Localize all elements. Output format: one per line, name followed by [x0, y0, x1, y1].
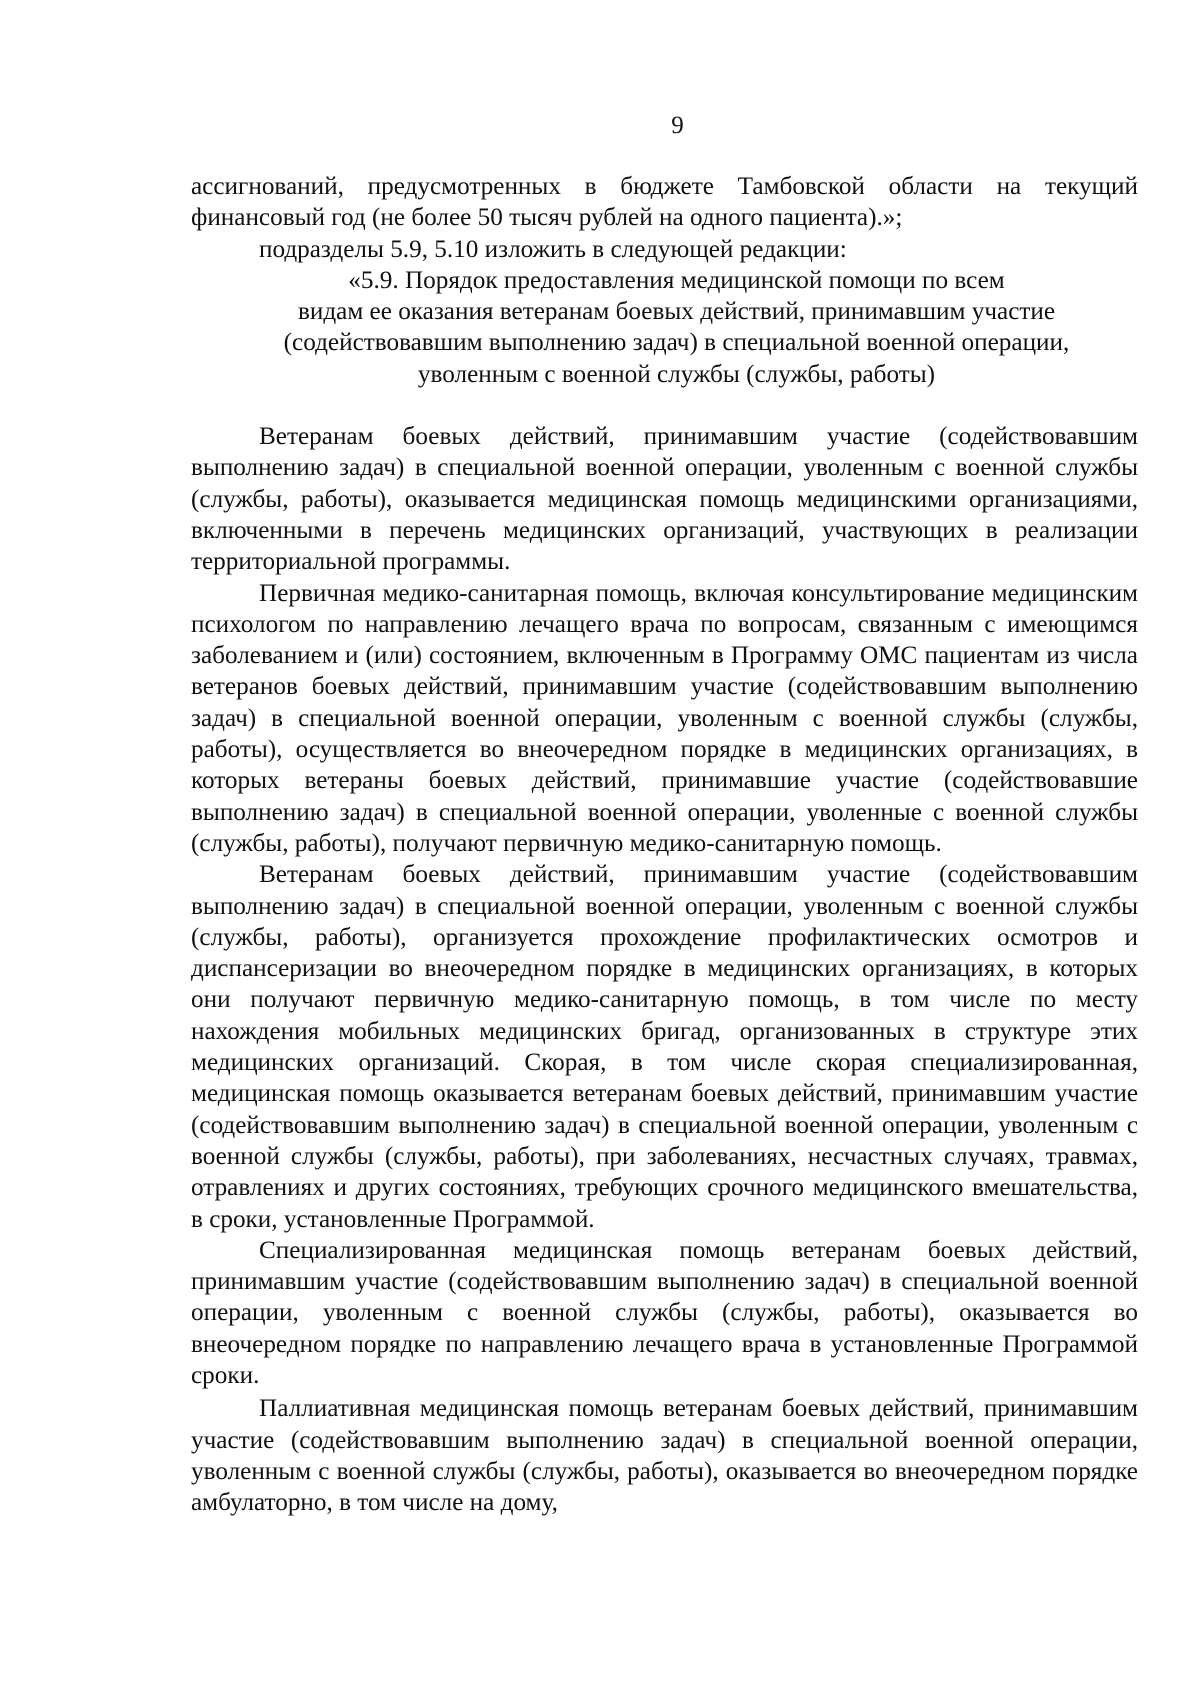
document-body [191, 171, 1138, 1518]
body-paragraph: Ветеранам боевых действий, принимавшим участие (содействовавшим выполнению задач) в специальной военной операции, уволенным с военной службы (службы, работы), оказывается медицинская помощь медицинскими организациями, включенными в перечень медицинских организаций, участвующих в реализации территориальной программы. [191, 423, 1138, 576]
body-paragraph: Паллиативная медицинская помощь ветеранам боевых действий, принимавшим участие (содействовавшим выполнению задач) в специальной военной операции, уволенным с военной службы (службы, работы), оказывается во внеочередном порядке амбулаторно, в том числе на дому, [191, 1395, 1138, 1517]
instruction-paragraph: подразделы 5.9, 5.10 изложить в следующей редакции: [259, 235, 847, 263]
page-number: 9 [671, 112, 684, 139]
continuation-paragraph: ассигнований, предусмотренных в бюджете Тамбовской области на текущий финансовый год (не более 50 тысяч рублей на одного пациента).»; [191, 173, 1138, 232]
section-title [191, 265, 1138, 390]
body-paragraph: Ветеранам боевых действий, принимавшим участие (содействовавшим выполнению задач) в специальной военной операции, уволенным с военной службы (службы, работы), организуется прохождение профилактических осмотров и диспансеризации во внеочередном порядке в медицинских организациях, в которых они получают первичную медико-санитарную помощь, в том числе по месту нахождения мобильных медицинских бригад, организованных в структуре этих медицинских организаций. Скорая, в том числе скорая специализированная, медицинская помощь оказывается ветеранам боевых действий, принимавшим участие (содействовавшим выполнению задач) в специальной военной операции, уволенным с военной службы (службы, работы), при заболеваниях, несчастных случаях, травмах, отравлениях и других состояниях, требующих срочного медицинского вмешательства, в сроки, установленные Программой. [191, 861, 1138, 1233]
section-title-line: видам ее оказания ветеранам боевых действий, принимавшим участие [297, 298, 1056, 326]
section-title-line: «5.9. Порядок предоставления медицинской помощи по всем [348, 266, 1005, 294]
section-title-line: уволенным с военной службы (службы, работы) [417, 360, 936, 388]
body-paragraph: Специализированная медицинская помощь ветеранам боевых действий, принимавшим участие (содействовавшим выполнению задач) в специальной военной операции, уволенным с военной службы (службы, работы), оказывается во внеочередном порядке по направлению лечащего врача в установленные Программой сроки. [191, 1236, 1138, 1389]
section-title-line: (содействовавшим выполнению задач) в специальной военной операции, [283, 329, 1070, 357]
spacer [191, 390, 1138, 421]
body-paragraph: Первичная медико-санитарная помощь, включая консультирование медицинским психологом по направлению лечащего врача по вопросам, связанным с имеющимся заболеванием и (или) состоянием, включенным в Программу ОМС пациентам из числа ветеранов боевых действий, принимавшим участие (содействовавшим выполнению задач) в специальной военной операции, уволенным с военной службы (службы, работы), осуществляется во внеочередном порядке в медицинских организациях, в которых ветераны боевых действий, принимавшие участие (содействовавшие выполнению задач) в специальной военной операции, уволенные с военной службы (службы, работы), получают первичную медико-санитарную помощь. [191, 579, 1138, 857]
